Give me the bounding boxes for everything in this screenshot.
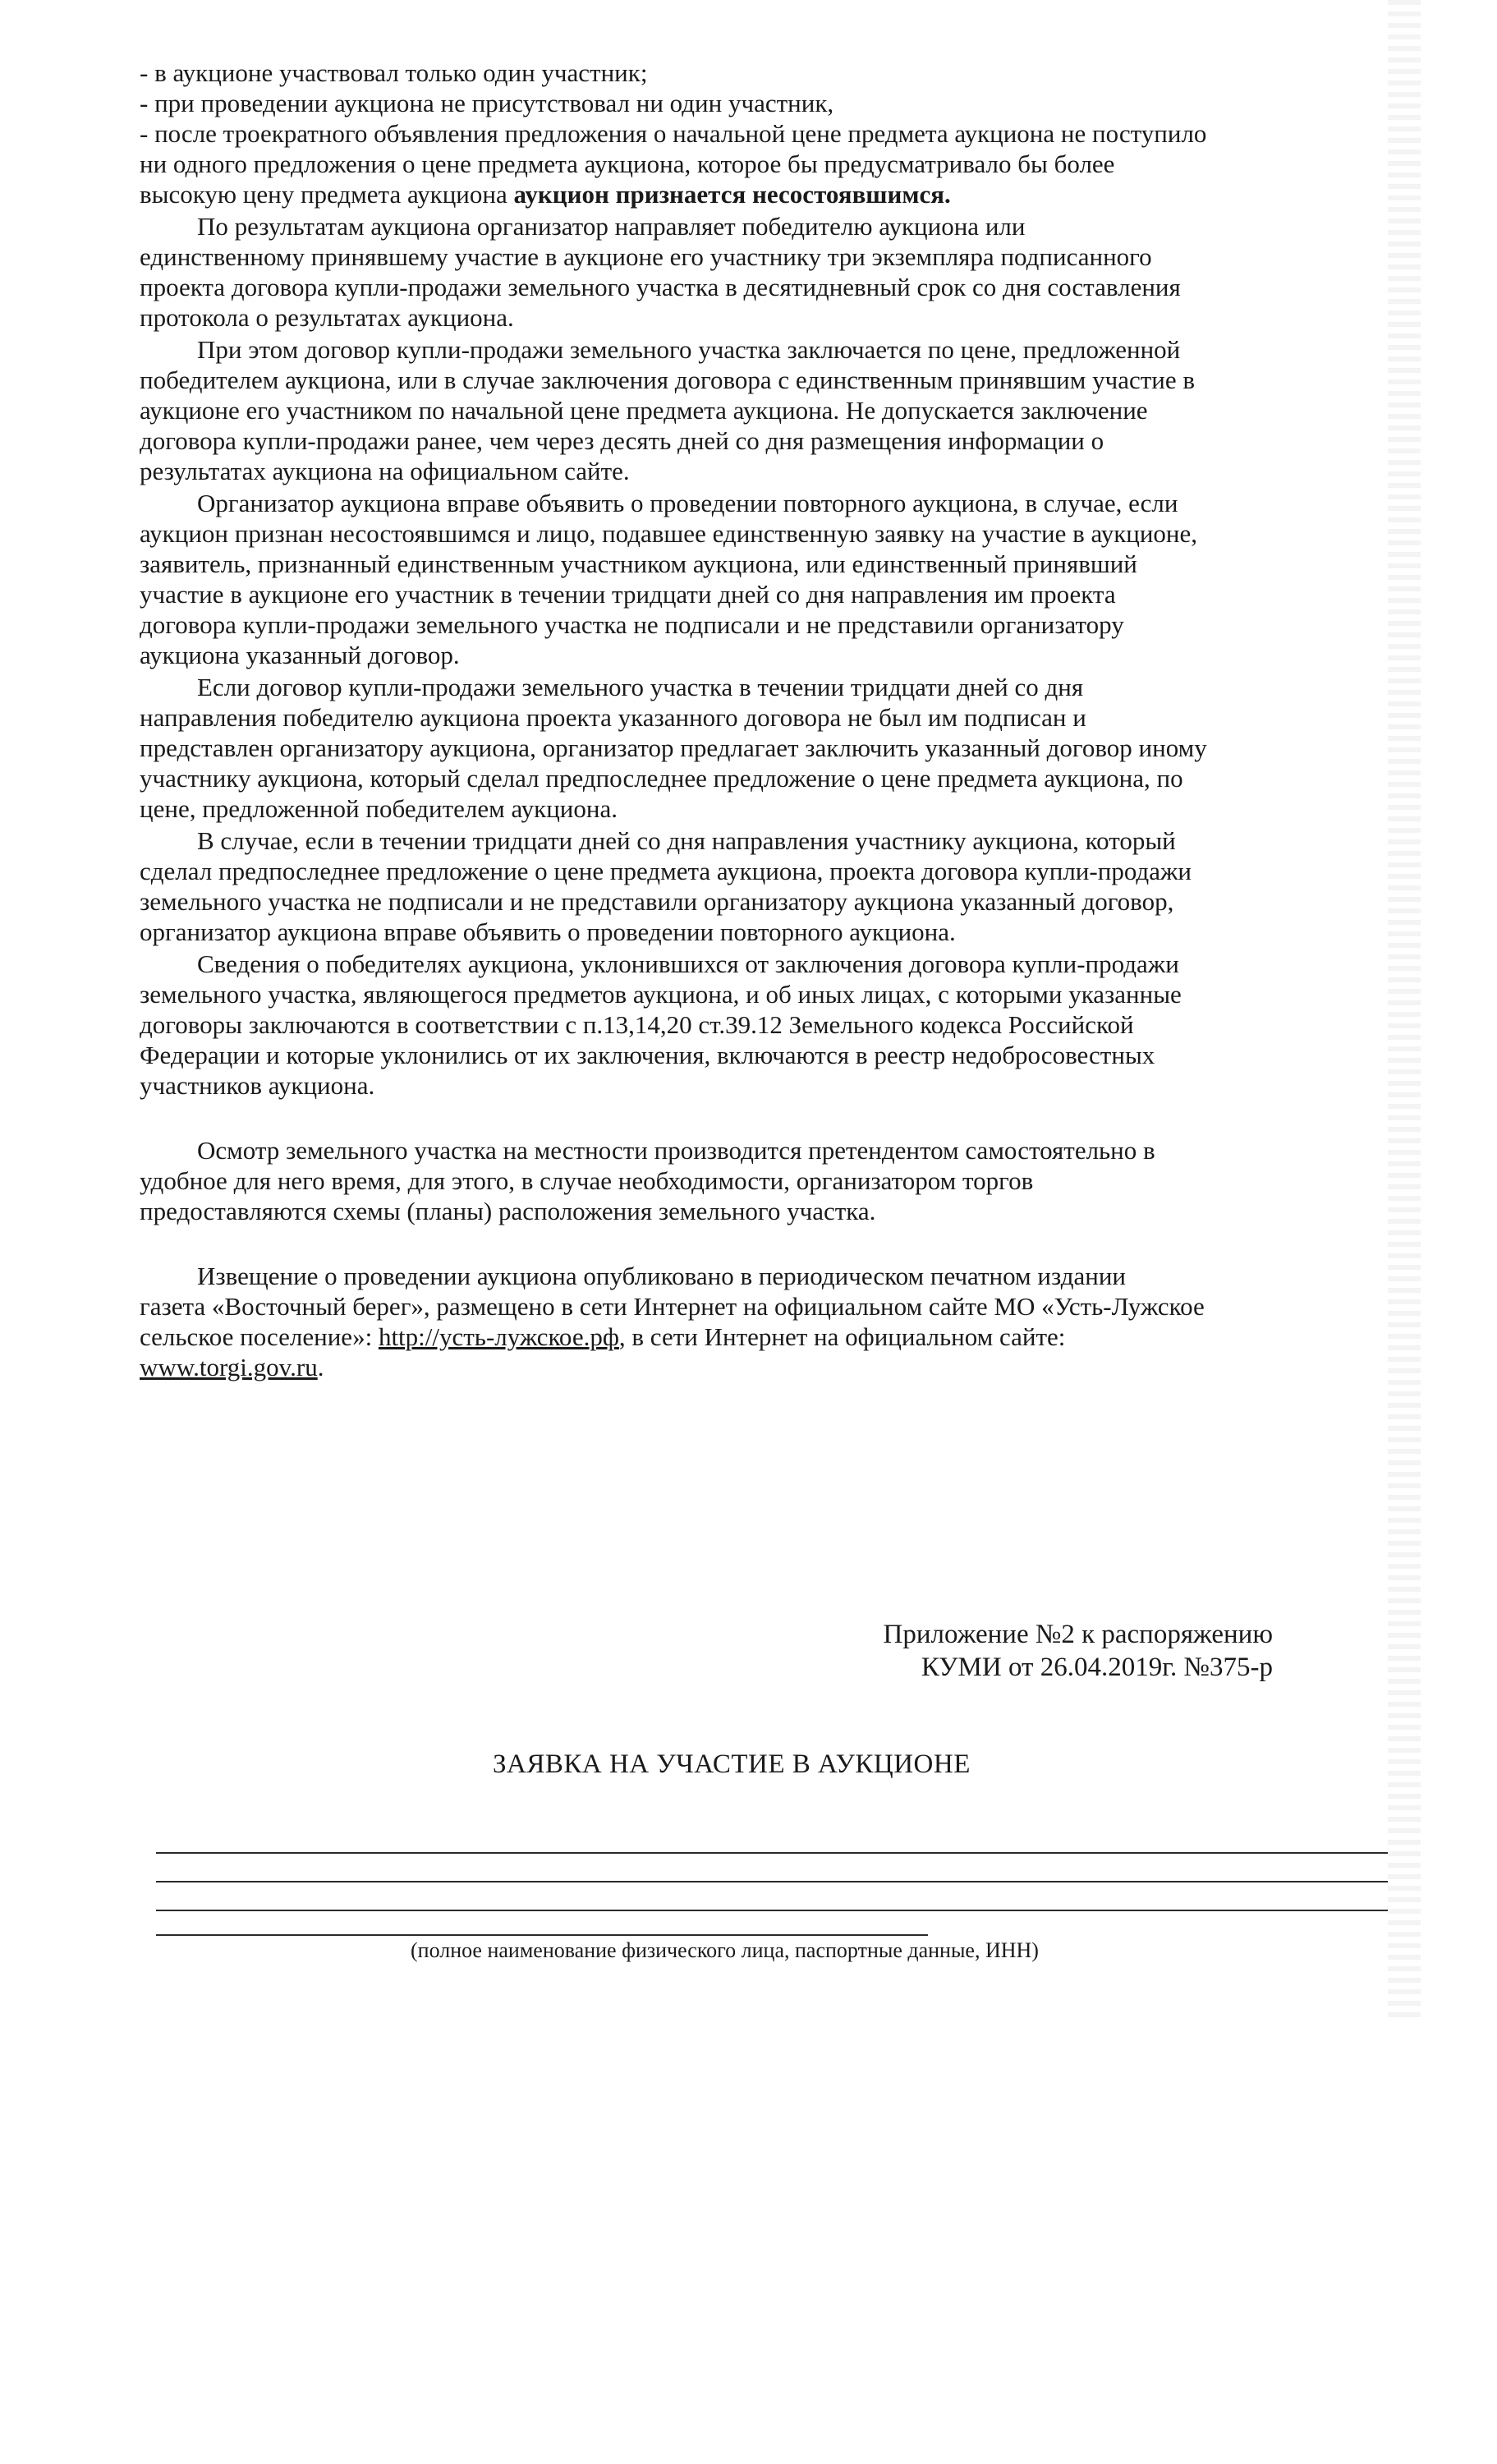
notice-text: .	[317, 1353, 324, 1381]
para-line: единственному принявшему участие в аукционе его участнику три экземпляра подписанного	[140, 242, 1152, 271]
para-line: проекта договора купли-продажи земельного участка в десятидневный срок со дня составления	[140, 273, 1181, 301]
para-notice	[140, 1261, 1371, 1382]
spacer	[140, 1102, 1371, 1135]
form-fill-line[interactable]	[156, 1934, 928, 1936]
para-line: предоставляются схемы (планы) расположения земельного участка.	[140, 1197, 876, 1225]
document-body	[140, 57, 1371, 1384]
para-line: победителем аукциона, или в случае заключения договора с единственным принявшим участие в	[140, 365, 1196, 394]
bullet-one-participant: - в аукционе участвовал только один участник;	[140, 58, 648, 87]
para-line: участников аукциона.	[140, 1071, 375, 1100]
appendix-line-1: Приложение №2 к распоряжению	[883, 1620, 1273, 1649]
para-inspection	[140, 1135, 1371, 1226]
bullet-no-offers-line-2: ни одного предложения о цене предмета аукциона, которое бы предусматривало бы более	[140, 149, 1115, 178]
para-line: удобное для него время, для этого, в случае необходимости, организатором торгов	[140, 1166, 1034, 1195]
para-line: По результатам аукциона организатор направляет победителю аукциона или	[197, 212, 1026, 241]
notice-line-2: газета «Восточный берег», размещено в сети Интернет на официальном сайте МО «Усть-Лужское	[140, 1292, 1205, 1321]
para-line: При этом договор купли-продажи земельного участка заключается по цене, предложенной	[197, 335, 1181, 364]
para-line: земельного участка, являющегося предметов аукциона, и об иных лицах, с которыми указанные	[140, 980, 1182, 1009]
para-protocol	[140, 211, 1371, 333]
para-line: договора купли-продажи земельного участка не подписали и не представили организатору	[140, 610, 1124, 639]
municipal-site-link[interactable]: http://усть-лужское.рф	[378, 1322, 619, 1351]
bullet-no-offers-line-3	[140, 179, 1371, 209]
para-line: Организатор аукциона вправе объявить о проведении повторного аукциона, в случае, если	[197, 489, 1178, 517]
bullet-no-offers	[140, 118, 1371, 209]
para-line: Федерации и которые уклонились от их заключения, включаются в реестр недобросовестных	[140, 1041, 1155, 1069]
notice-line-1: Извещение о проведении аукциона опубликовано в периодическом печатном издании	[197, 1262, 1127, 1290]
para-line: сделал предпоследнее предложение о цене предмета аукциона, проекта договора купли-продажи	[140, 857, 1192, 885]
para-repeat	[140, 488, 1371, 670]
para-registry	[140, 949, 1371, 1101]
para-line: направления победителю аукциона проекта указанного договора не был им подписан и	[140, 703, 1086, 732]
para-line: Сведения о победителях аукциона, уклонившихся от заключения договора купли-продажи	[197, 949, 1179, 978]
notice-text: , в сети Интернет на официальном сайте:	[618, 1322, 1066, 1351]
para-line: цене, предложенной победителем аукциона.	[140, 794, 618, 823]
para-line: заявитель, признанный единственным участником аукциона, или единственный принявший	[140, 549, 1137, 578]
auction-failed-statement: аукцион признается несостоявшимся.	[513, 180, 951, 209]
para-line: Осмотр земельного участка на местности производится претендентом самостоятельно в	[197, 1136, 1155, 1165]
para-line: аукцион признан несостоявшимся и лицо, подавшее единственную заявку на участие в аукционе,	[140, 519, 1198, 548]
form-fill-line[interactable]	[156, 1852, 1388, 1854]
para-line: договора купли-продажи ранее, чем через десять дней со дня размещения информации о	[140, 426, 1104, 455]
torgi-site-link[interactable]: www.torgi.gov.ru	[140, 1353, 318, 1381]
para-line: аукционе его участником по начальной цене предмета аукциона. Не допускается заключение	[140, 396, 1148, 425]
bullet-no-offers-line-1: - после троекратного объявления предложения о начальной цене предмета аукциона не поступило	[140, 119, 1207, 148]
para-case	[140, 825, 1371, 947]
para-line: участие в аукционе его участник в течении тридцати дней со дня направления им проекта	[140, 580, 1116, 609]
spacer	[140, 1228, 1371, 1261]
para-line: договоры заключаются в соответствии с п.13,14,20 ст.39.12 Земельного кодекса Российской	[140, 1010, 1134, 1039]
para-line: В случае, если в течении тридцати дней со дня направления участнику аукциона, который	[197, 826, 1176, 855]
form-fill-line[interactable]	[156, 1881, 1388, 1882]
para-line: результатах аукциона на официальном сайте.	[140, 457, 630, 485]
para-line: Если договор купли-продажи земельного участка в течении тридцати дней со дня	[197, 673, 1084, 701]
para-line: протокола о результатах аукциона.	[140, 303, 514, 332]
para-line: представлен организатору аукциона, организатор предлагает заключить указанный договор иному	[140, 733, 1207, 762]
bullet-no-offers-text: высокую цену предмета аукциона	[140, 180, 514, 209]
para-line: участнику аукциона, который сделал предпоследнее предложение о цене предмета аукциона, по	[140, 764, 1183, 793]
notice-line-3	[140, 1322, 1371, 1352]
form-caption: (полное наименование физического лица, паспортные данные, ИНН)	[411, 1938, 1039, 1962]
para-line: земельного участка не подписали и не представили организатору аукциона указанный договор,	[140, 887, 1174, 916]
para-line: аукциона указанный договор.	[140, 641, 460, 669]
bullet-no-participants: - при проведении аукциона не присутствовал ни один участник,	[140, 89, 834, 117]
appendix-line-2: КУМИ от 26.04.2019г. №375-р	[921, 1653, 1273, 1682]
notice-line-4	[140, 1352, 1371, 1382]
para-other	[140, 672, 1371, 824]
appendix-reference	[813, 1618, 1273, 1684]
form-fill-line[interactable]	[156, 1910, 1388, 1911]
para-price	[140, 334, 1371, 486]
form-title: ЗАЯВКА НА УЧАСТИЕ В АУКЦИОНЕ	[493, 1749, 971, 1779]
scan-edge-artifact	[1388, 0, 1421, 2020]
notice-text: сельское поселение»:	[140, 1322, 379, 1351]
para-line: организатор аукциона вправе объявить о проведении повторного аукциона.	[140, 917, 956, 946]
